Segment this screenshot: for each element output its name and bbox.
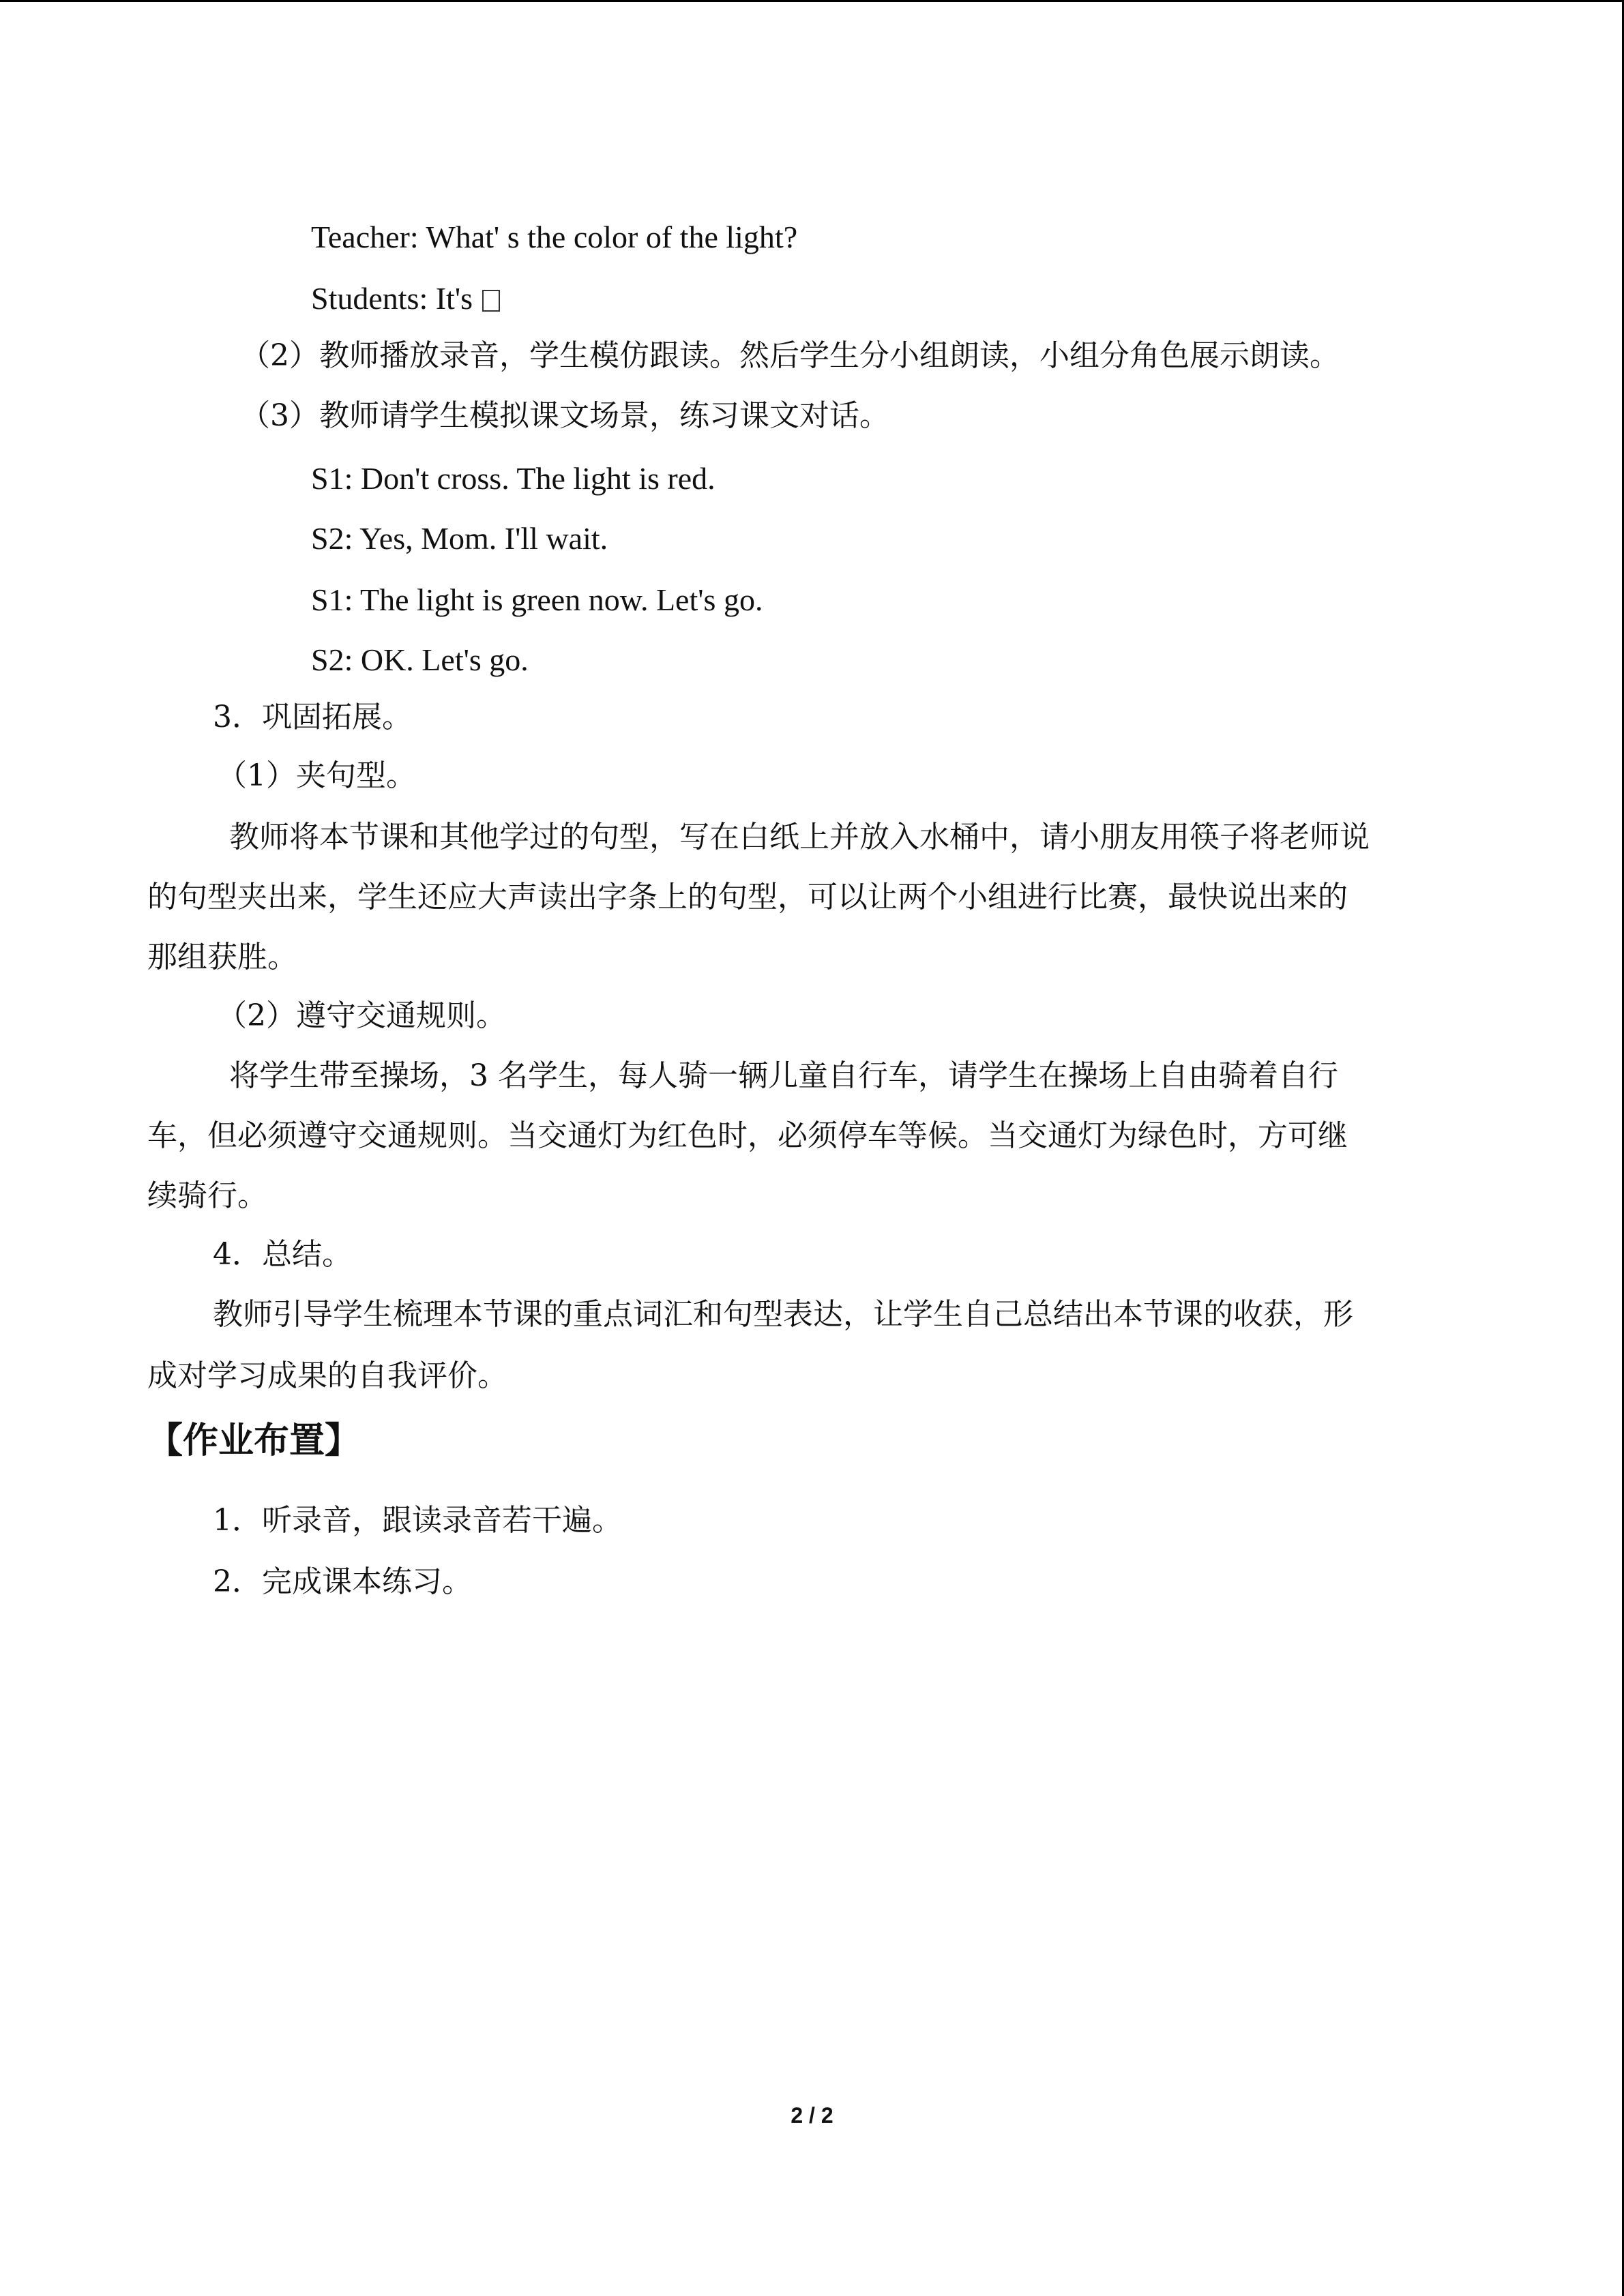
step-2-text: （2）教师播放录音，学生模仿跟读。然后学生分小组朗读，小组分角色展示朗读。 — [240, 338, 1340, 373]
section-3-item-2-paragraph-line: 车，但必须遵守交通规则。当交通灯为红色时，必须停车等候。当交通灯为绿色时，方可继 — [147, 1118, 1348, 1153]
section-3-item-2-title: （2）遵守交通规则。 — [217, 998, 506, 1033]
section-3-item-1-paragraph-line: 那组获胜。 — [147, 940, 297, 974]
section-3-title: 3．巩固拓展。 — [213, 700, 412, 734]
blank-box-icon — [482, 290, 500, 312]
section-3-item-2-paragraph-line: 续骑行。 — [147, 1178, 267, 1213]
section-4-paragraph-line: 教师引导学生梳理本节课的重点词汇和句型表达，让学生自己总结出本节课的收获，形 — [213, 1297, 1353, 1332]
students-line — [311, 280, 500, 318]
page-number: 2 / 2 — [791, 2103, 833, 2128]
dialogue-line: S2: Yes, Mom. I'll wait. — [311, 521, 608, 556]
dialogue-line: S2: OK. Let's go. — [311, 642, 529, 677]
section-3-item-1-title: （1）夹句型。 — [217, 758, 416, 793]
homework-item: 2．完成课本练习。 — [213, 1564, 472, 1599]
homework-heading: 【作业布置】 — [147, 1420, 361, 1461]
teacher-line: Teacher: What' s the color of the light? — [311, 220, 798, 254]
page-top-border — [0, 0, 1624, 2]
section-3-item-1-paragraph-line: 的句型夹出来，学生还应大声读出字条上的句型，可以让两个小组进行比赛，最快说出来的 — [147, 880, 1348, 914]
students-line-text: Students: It's — [311, 281, 473, 316]
dialogue-line: S1: Don't cross. The light is red. — [311, 461, 715, 496]
section-4-title: 4．总结。 — [213, 1237, 352, 1272]
section-3-item-1-paragraph-line: 教师将本节课和其他学过的句型，写在白纸上并放入水桶中，请小朋友用筷子将老师说 — [229, 820, 1370, 854]
step-3-text: （3）教师请学生模拟课文场景，练习课文对话。 — [240, 398, 889, 433]
section-4-paragraph-line: 成对学习成果的自我评价。 — [147, 1358, 507, 1393]
dialogue-line: S1: The light is green now. Let's go. — [311, 582, 763, 617]
section-3-item-2-paragraph-line: 将学生带至操场，3 名学生，每人骑一辆儿童自行车，请学生在操场上自由骑着自行 — [229, 1058, 1338, 1093]
homework-item: 1．听录音，跟读录音若干遍。 — [213, 1503, 622, 1538]
